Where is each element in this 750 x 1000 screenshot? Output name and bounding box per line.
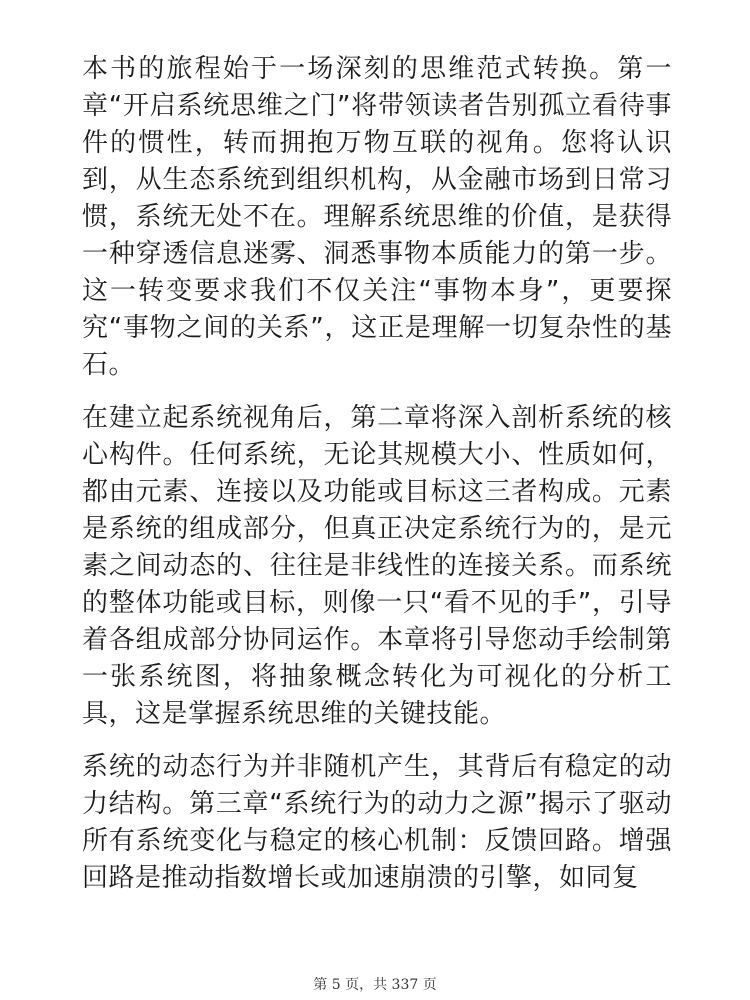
paragraph-3: 系统的动态行为并非随机产生，其背后有稳定的动力结构。第三章“系统行为的动力之源”揭示了驱动所有系统变化与稳定的核心机制：反馈回路。增强回路是推动指数增长或加速崩溃的引擎，如同复	[82, 752, 672, 893]
paragraph-1: 本书的旅程始于一场深刻的思维范式转换。第一章“开启系统思维之门”将带领读者告别孤立看待事件的惯性，转而拥抱万物互联的视角。您将认识到，从生态系统到组织机构，从金融市场到日常习惯，系统无处不在。理解系统思维的价值，是获得一种穿透信息迷雾、洞悉事物本质能力的第一步。这一转变要求我们不仅关注“事物本身”，更要探究“事物之间的关系”，这正是理解一切复杂性的基石。	[82, 54, 672, 380]
page-footer	[0, 976, 750, 994]
page-number-label: 第 5 页，共 337 页	[313, 977, 437, 993]
paragraph-2: 在建立起系统视角后，第二章将深入剖析系统的核心构件。任何系统，无论其规模大小、性质如何，都由元素、连接以及功能或目标这三者构成。元素是系统的组成部分，但真正决定系统行为的，是元素之间动态的、往往是非线性的连接关系。而系统的整体功能或目标，则像一只“看不见的手”，引导着各组成部分协同运作。本章将引导您动手绘制第一张系统图，将抽象概念转化为可视化的分析工具，这是掌握系统思维的关键技能。	[82, 403, 672, 729]
document-body	[82, 51, 672, 897]
